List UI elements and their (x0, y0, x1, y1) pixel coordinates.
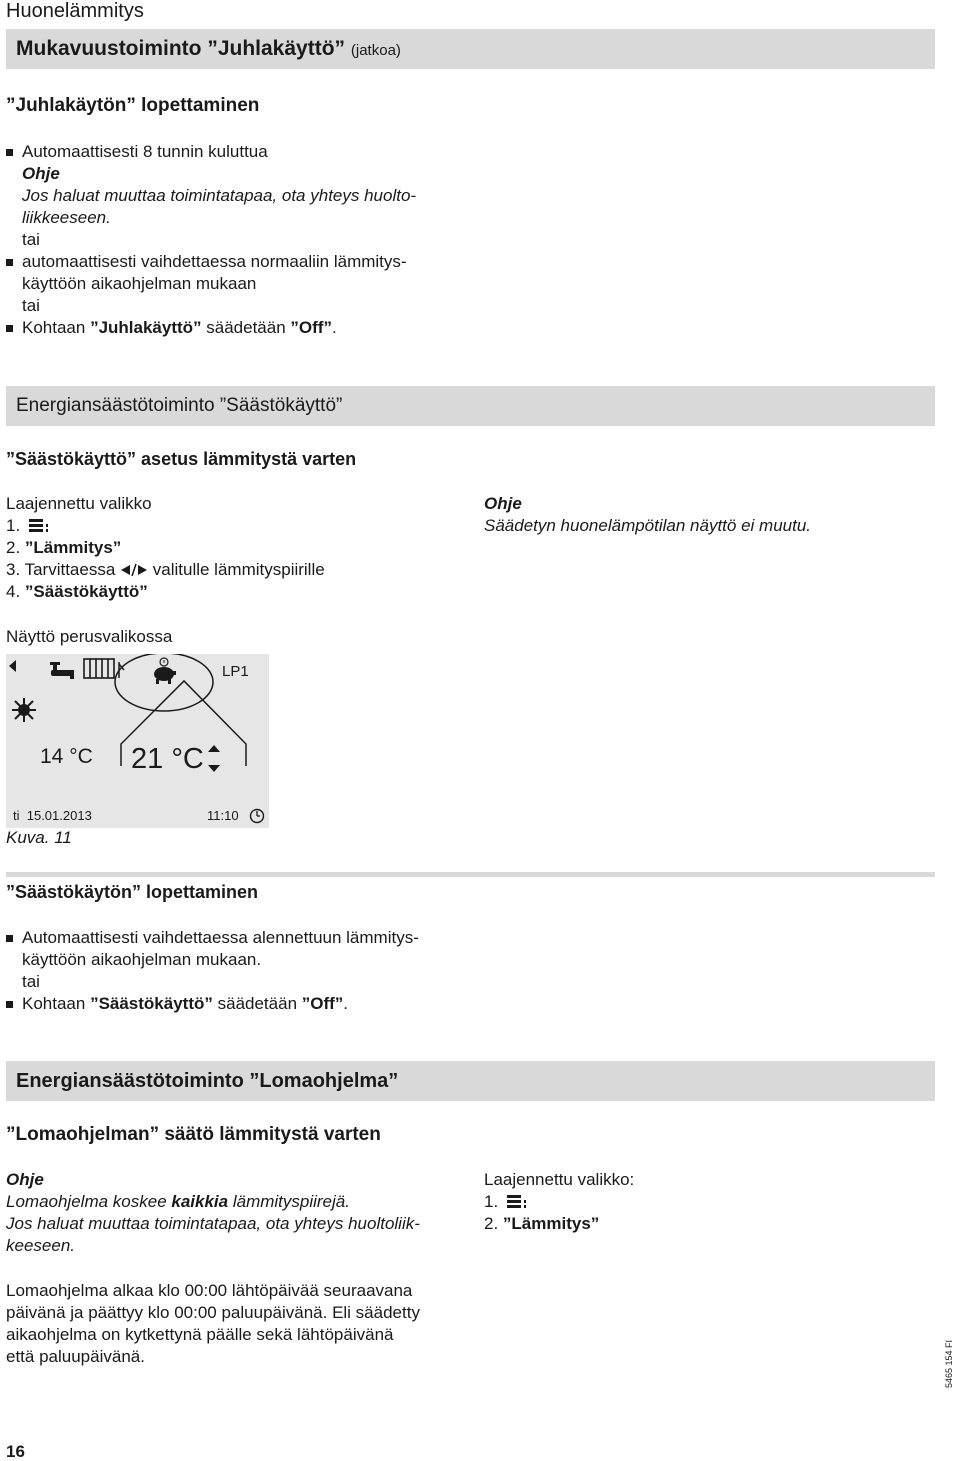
weekday: ti (13, 808, 20, 823)
note-text: Jos haluat muuttaa toimintatapaa, ota yhteys huolto- (22, 186, 417, 205)
radiator-icon (84, 659, 114, 678)
step-1 (484, 1191, 934, 1213)
step-4 (6, 581, 466, 603)
section-title-text: Mukavuustoiminto ”Juhlakäyttö” (16, 37, 346, 60)
text: . (331, 318, 337, 337)
step-number: 1. (6, 516, 21, 535)
paragraph-line: aikaohjelma on kytkettynä päälle sekä lähtöpäivänä (6, 1325, 394, 1344)
list-item (6, 317, 476, 339)
step-text: ”Säästökäyttö” (24, 582, 148, 601)
step-3 (6, 559, 466, 581)
date-row (13, 808, 92, 823)
list-item (6, 251, 476, 273)
text: säädetään (212, 994, 302, 1013)
section-title: Energiansäästötoiminto ”Lomaohjelma” (16, 1070, 399, 1092)
or-text: tai (22, 230, 40, 249)
subheading-lomaohjelman-saato: ”Lomaohjelman” säätö lämmitystä varten (6, 1124, 381, 1145)
note-text: Jos haluat muuttaa toimintatapaa, ota yhteys huoltoliik- (6, 1214, 420, 1233)
list-item (6, 141, 476, 163)
list-item (6, 993, 476, 1015)
section-title (16, 37, 401, 61)
note-label: Ohje (6, 1170, 44, 1189)
setting-name: ”Juhlakäyttö” (90, 318, 202, 337)
step-number: 2. (484, 1214, 499, 1233)
piggy-bank-icon (154, 658, 176, 684)
tap-icon (50, 662, 74, 679)
circuit-label: LP1 (222, 663, 249, 680)
paragraph-line: että paluupäivänä. (6, 1347, 145, 1366)
section-bar-juhlakaytto (6, 29, 935, 69)
page-number: 16 (6, 1442, 25, 1461)
running-head: Huonelämmitys (6, 0, 144, 22)
list-item (6, 927, 476, 949)
left-right-arrow-icon (120, 562, 148, 578)
paragraph-line: päivänä ja päättyy klo 00:00 paluupäivänä. Eli säädetty (6, 1303, 420, 1322)
section-title-suffix: (jatkoa) (350, 42, 401, 59)
step-2 (6, 537, 466, 559)
note-label: Ohje (22, 164, 60, 183)
emphasis: kaikkia (171, 1192, 229, 1211)
saasto-end-list (6, 927, 476, 1015)
subheading-saastokayton-lopettaminen: ”Säästökäytön” lopettaminen (6, 882, 259, 902)
setting-name: ”Säästökäyttö” (90, 994, 213, 1013)
temp-adjust-icon (208, 745, 220, 772)
loma-steps (484, 1169, 934, 1235)
step-number: 2. (6, 538, 21, 557)
note-block (484, 493, 934, 537)
subheading-saastokaytto-asetus: ”Säästökäyttö” asetus lämmitystä varten (6, 449, 357, 469)
setting-value: ”Off” (301, 994, 344, 1013)
section-bar-saastokaytto (6, 386, 935, 426)
note-text: Säädetyn huonelämpötilan näyttö ei muutu. (484, 516, 812, 535)
room-temperature: 21 °C (131, 743, 204, 775)
text: Kohtaan (22, 994, 91, 1013)
list-item-text: käyttöön aikaohjelman mukaan (22, 274, 257, 293)
section-title: Energiansäästötoiminto ”Säästökäyttö” (16, 395, 343, 416)
step-text: ”Lämmitys” (24, 538, 122, 557)
setting-value: ”Off” (290, 318, 332, 337)
menu-heading: Laajennettu valikko (6, 494, 152, 513)
list-item-text: automaattisesti vaihdettaessa normaaliin lämmitys- (22, 252, 407, 271)
date: 15.01.2013 (26, 808, 92, 823)
outdoor-temperature: 14 °C (40, 745, 93, 768)
or-text: tai (22, 296, 40, 315)
step-1 (6, 515, 466, 537)
step-2 (484, 1213, 934, 1235)
clock-icon (251, 810, 264, 823)
menu-heading: Laajennettu valikko: (484, 1170, 635, 1189)
text: . (343, 994, 349, 1013)
step-number: 1. (484, 1192, 499, 1211)
section-bar-lomaohjelma (6, 1061, 935, 1101)
step-number: 4. (6, 582, 21, 601)
text: Lomaohjelma koskee (6, 1192, 172, 1211)
controller-display (6, 654, 269, 828)
saasto-steps (6, 493, 466, 603)
paragraph-line: Lomaohjelma alkaa klo 00:00 lähtöpäivää seuraavana (6, 1281, 413, 1300)
menu-icon (29, 519, 49, 532)
document-number: 5465 154 FI (944, 1339, 954, 1388)
step-text: valitulle lämmityspiirille (152, 560, 325, 579)
or-text: tai (22, 972, 40, 991)
note-text: liikkeeseen. (22, 208, 111, 227)
figure-caption: Kuva. 11 (6, 828, 72, 847)
display-caption: Näyttö perusvalikossa (6, 627, 173, 646)
back-arrow-icon (9, 660, 16, 672)
text: säädetään (201, 318, 291, 337)
section-rule (6, 872, 935, 877)
step-text: ”Lämmitys” (502, 1214, 600, 1233)
note-block (6, 1169, 471, 1257)
display-graphics (6, 654, 269, 828)
juhla-end-list (6, 141, 476, 339)
note-block (6, 163, 476, 229)
list-item-text: Automaattisesti vaihdettaessa alennettuun lämmitys- (22, 928, 419, 947)
subheading-juhlakayton-lopettaminen: ”Juhlakäytön” lopettaminen (6, 95, 260, 116)
text: lämmityspiirejä. (228, 1192, 350, 1211)
list-item-text: käyttöön aikaohjelman mukaan. (22, 950, 262, 969)
menu-icon (507, 1195, 527, 1208)
note-text (6, 1191, 471, 1213)
step-text: 3. Tarvittaessa (6, 560, 116, 579)
time: 11:10 (207, 808, 239, 823)
note-label: Ohje (484, 494, 522, 513)
list-item-text: Automaattisesti 8 tunnin kuluttua (22, 142, 268, 161)
note-text: keeseen. (6, 1236, 75, 1255)
sun-icon (12, 698, 36, 722)
loma-paragraph (6, 1280, 476, 1368)
text: Kohtaan (22, 318, 91, 337)
